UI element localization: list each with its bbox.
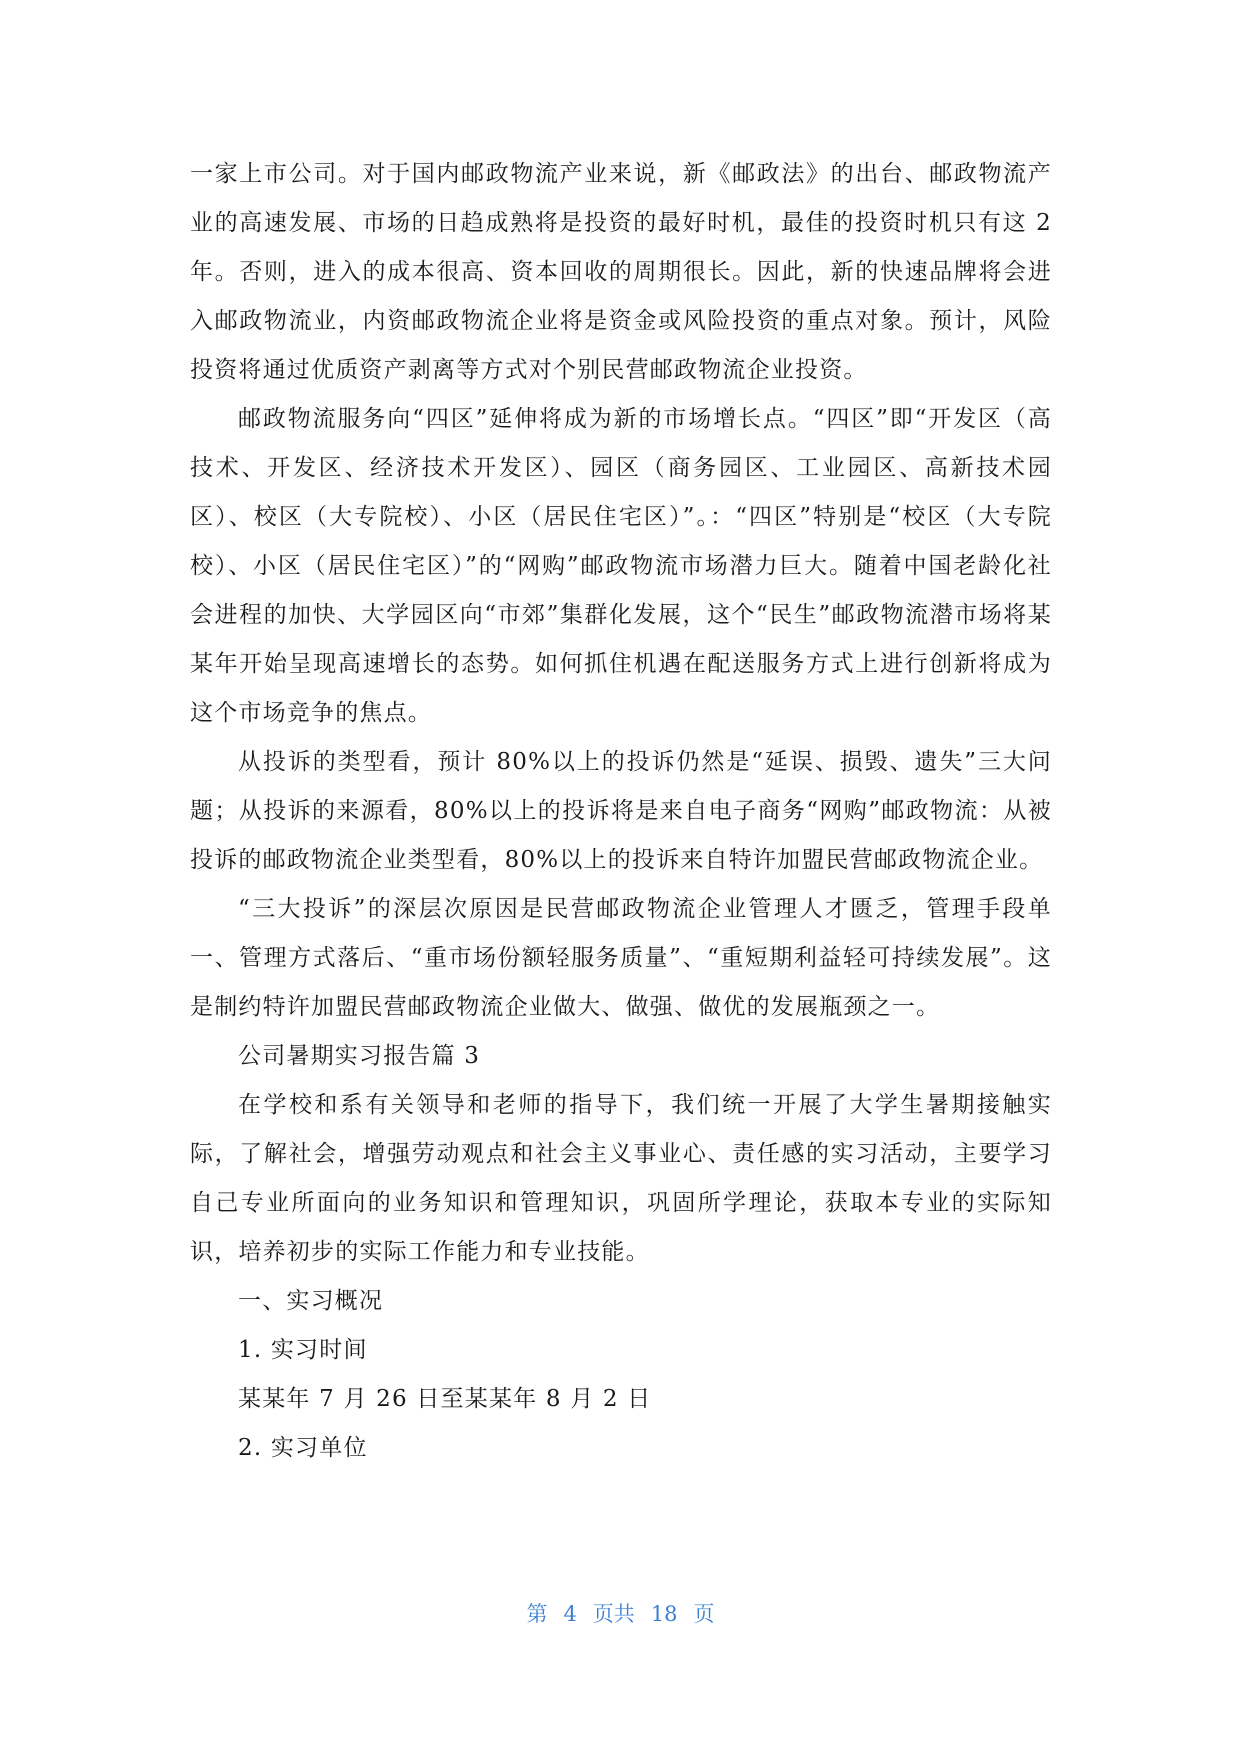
footer-prefix: 第	[526, 1602, 548, 1626]
footer-total-pages: 18	[650, 1602, 678, 1626]
paragraph-5: 在学校和系有关领导和老师的指导下，我们统一开展了大学生暑期接触实际，了解社会，增强劳动观点和社会主义事业心、责任感的实习活动，主要学习自己专业所面向的业务知识和管理知识，巩固所学理论，获取本专业的实际知识，培养初步的实际工作能力和专业技能。	[190, 1092, 1052, 1265]
footer-current-page: 4	[563, 1602, 577, 1626]
paragraph-2: 邮政物流服务向“四区”延伸将成为新的市场增长点。“四区”即“开发区（高技术、开发区、经济技术开发区）、园区（商务园区、工业园区、高新技术园区）、校区（大专院校）、小区（居民住宅区）”。：“四区”特别是“校区（大专院校）、小区（居民住宅区）”的“网购”邮政物流市场潜力巨大。随着中国老龄化社会进程的加快、大学园区向“市郊”集群化发展，这个“民生”邮政物流潜市场将某某年开始呈现高速增长的态势。如何抓住机遇在配送服务方式上进行创新将成为这个市场竞争的焦点。	[190, 406, 1052, 726]
page-footer	[0, 1598, 1241, 1628]
subheading-overview: 一、实习概况	[238, 1288, 384, 1314]
footer-suffix: 页	[693, 1602, 715, 1626]
footer-middle: 页共	[592, 1602, 635, 1626]
paragraph-3: 从投诉的类型看，预计 80%以上的投诉仍然是“延误、损毁、遗失”三大问题；从投诉的来源看，80%以上的投诉将是来自电子商务“网购”邮政物流：从被投诉的邮政物流企业类型看，80%以上的投诉来自特许加盟民营邮政物流企业。	[190, 749, 1052, 873]
internship-dates: 某某年 7 月 26 日至某某年 8 月 2 日	[238, 1386, 652, 1412]
section-heading: 公司暑期实习报告篇 3	[238, 1043, 481, 1069]
paragraph-4: “三大投诉”的深层次原因是民营邮政物流企业管理人才匮乏，管理手段单一、管理方式落后、“重市场份额轻服务质量”、“重短期利益轻可持续发展”。这是制约特许加盟民营邮政物流企业做大、做强、做优的发展瓶颈之一。	[190, 896, 1052, 1020]
subheading-time: 1. 实习时间	[238, 1337, 368, 1363]
document-body	[190, 150, 1052, 1473]
subheading-unit: 2. 实习单位	[238, 1435, 368, 1461]
paragraph-1: 一家上市公司。对于国内邮政物流产业来说，新《邮政法》的出台、邮政物流产业的高速发展、市场的日趋成熟将是投资的最好时机，最佳的投资时机只有这 2 年。否则，进入的成本很高、资本回收的周期很长。因此，新的快速品牌将会进入邮政物流业，内资邮政物流企业将是资金或风险投资的重点对象。预计，风险投资将通过优质资产剥离等方式对个别民营邮政物流企业投资。	[190, 161, 1052, 383]
